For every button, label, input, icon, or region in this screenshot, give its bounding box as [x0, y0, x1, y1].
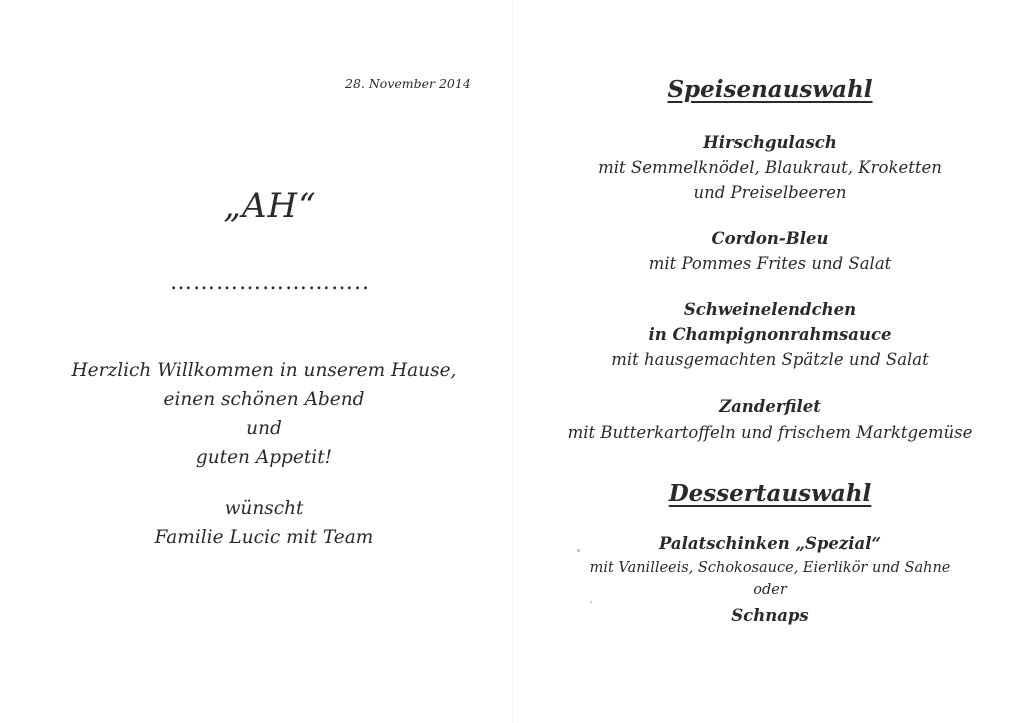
menu-title: „AH“ — [223, 186, 317, 226]
scan-speck — [590, 601, 592, 603]
dish-description: mit Pommes Frites und Salat — [648, 254, 892, 273]
dish-description: mit hausgemachten Spätzle und Salat — [611, 350, 929, 369]
dotted-line: …………………….. — [170, 270, 370, 295]
dish-name: Cordon-Bleu — [711, 229, 829, 248]
scan-speck — [577, 549, 580, 552]
signature-line: wünscht — [224, 498, 304, 519]
dish-name: in Champignonrahmsauce — [648, 325, 892, 344]
dessert-description: mit Vanilleeis, Schokosauce, Eierlikör und Sahne — [589, 560, 951, 576]
dish-name: Zanderfilet — [719, 397, 821, 416]
greeting-line: einen schönen Abend — [163, 389, 365, 410]
dish-description: und Preiselbeeren — [693, 183, 847, 202]
dish-name: Hirschgulasch — [703, 133, 837, 152]
signature-block — [0, 494, 528, 552]
dessert-heading: Dessertauswahl — [668, 480, 872, 507]
greeting-block — [0, 356, 528, 472]
dessert-alternative: Schnaps — [731, 606, 809, 625]
greeting-line: Herzlich Willkommen in unserem Hause, — [71, 360, 457, 381]
dish-description: mit Butterkartoffeln und frischem Marktgemüse — [567, 423, 973, 442]
dessert-name: Palatschinken „Spezial“ — [658, 534, 882, 553]
date-line: 28. November 2014 — [345, 76, 471, 91]
greeting-line: guten Appetit! — [195, 447, 333, 468]
dish-description: mit Semmelknödel, Blaukraut, Kroketten — [598, 158, 942, 177]
dessert-or: oder — [753, 582, 787, 598]
dish-name: Schweinelendchen — [683, 300, 857, 319]
signature-line: Familie Lucic mit Team — [154, 527, 374, 548]
greeting-line: und — [246, 418, 282, 439]
main-course-heading: Speisenauswahl — [667, 76, 873, 103]
